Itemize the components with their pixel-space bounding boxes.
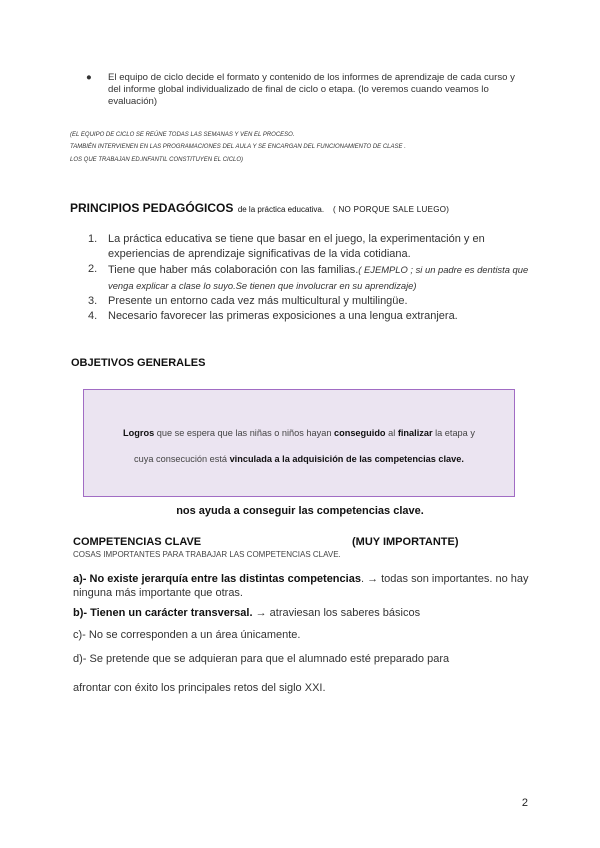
- competencies-subtitle: COSAS IMPORTANTES PARA TRABAJAR LAS COMPETENCIAS CLAVE.: [73, 550, 341, 559]
- list-item: [70, 262, 540, 294]
- competency-point-a: [73, 572, 543, 600]
- competency-point-b: [73, 606, 543, 620]
- list-item: [70, 232, 540, 262]
- list-number: 2.: [88, 263, 98, 275]
- note-line: LOS QUE TRABAJAN ED.INFANTIL CONSTITUYEN EL CICLO): [70, 156, 244, 163]
- box-text: la etapa y: [432, 428, 475, 438]
- principles-list: [70, 232, 540, 324]
- principles-heading: [70, 199, 449, 217]
- cycle-notes: [70, 129, 530, 166]
- list-item: [70, 309, 540, 324]
- list-item: [70, 294, 540, 309]
- list-text: Tiene que haber más colaboración con las familias.: [108, 264, 359, 276]
- note-line: TAMBIÉN INTERVIENEN EN LAS PROGRAMACIONES DEL AULA Y SE ENCARGAN DEL FUNCIONAMIENTO DE CLASE .: [70, 144, 406, 151]
- box-line: [84, 428, 514, 438]
- box-bold: finalizar: [397, 428, 433, 438]
- principles-note: ( NO PORQUE SALE LUEGO): [332, 205, 450, 214]
- list-text: La práctica educativa se tiene que basar en el juego, la experimentación y en experiencias de aprendizaje significativas de la vida cotidiana.: [108, 233, 485, 260]
- box-text: al: [385, 428, 398, 438]
- box-text: cuya consecución está: [134, 454, 230, 464]
- bullet-icon: ●: [86, 72, 92, 83]
- page-number: 2: [521, 797, 528, 809]
- note-line: (EL EQUIPO DE CICLO SE REÚNE TODAS LAS SEMANAS Y VEN EL PROCESO.: [70, 132, 295, 138]
- objectives-summary: nos ayuda a conseguir las competencias clave.: [176, 505, 424, 517]
- list-text: Necesario favorecer las primeras exposiciones a una lengua extranjera.: [108, 310, 458, 322]
- competency-point-d-continued: afrontar con éxito los principales retos del siglo XXI.: [73, 682, 326, 694]
- objectives-definition-box: [83, 389, 515, 497]
- principles-subtitle: de la práctica educativa.: [237, 205, 325, 214]
- list-text: Presente un entorno cada vez más multicultural y multilingüe.: [108, 295, 408, 307]
- competency-point-d: d)- Se pretende que se adquieran para que el alumnado esté preparado para: [73, 653, 450, 665]
- competencies-title: COMPETENCIAS CLAVE: [73, 536, 202, 548]
- list-example: ( EJEMPLO ; si un padre es dentista que venga explicar a clase lo suyo.Se tienen que involucrar en su aprendizaje): [108, 264, 529, 291]
- list-number: 3.: [88, 295, 98, 307]
- list-number: 4.: [88, 310, 98, 322]
- box-bold: conseguido: [333, 428, 386, 438]
- box-line: [84, 454, 514, 464]
- box-bold: vinculada a la adquisición de las competencias clave.: [229, 454, 464, 464]
- point-bold: a)- No existe jerarquía entre las distintas competencias: [73, 573, 361, 585]
- bullet-text: El equipo de ciclo decide el formato y contenido de los informes de aprendizaje de cada curso y del informe global individualizado de final de ciclo o etapa. (lo veremos cuando veamos lo evaluación): [108, 72, 515, 107]
- list-number: 1.: [88, 233, 98, 245]
- competency-point-c: c)- No se corresponden a un área únicamente.: [73, 629, 301, 641]
- principles-title: PRINCIPIOS PEDAGÓGICOS: [70, 201, 234, 215]
- point-text: → atraviesan los saberes básicos: [252, 607, 421, 619]
- point-text: . → todas son importantes. no hay ninguna más importante que otras.: [73, 573, 529, 599]
- point-bold: b)- Tienen un carácter transversal.: [73, 607, 253, 619]
- box-text: que se espera que las niñas o niños hayan: [154, 428, 334, 438]
- box-bold: Logros: [123, 428, 155, 438]
- objectives-title: OBJETIVOS GENERALES: [71, 357, 206, 369]
- competencies-important-label: (MUY IMPORTANTE): [352, 536, 459, 548]
